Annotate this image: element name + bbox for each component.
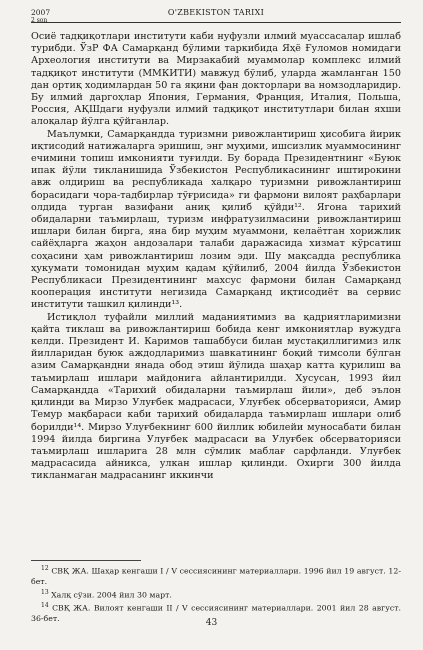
running-header <box>31 8 401 22</box>
header-year: 2007 <box>31 8 51 17</box>
footnote-text: СВҚ ЖА. Шаҳар кенгаши I / V сессиясининг материаллари. 1996 йил 19 август. 12-бет. <box>31 566 401 587</box>
body-text <box>31 31 401 483</box>
paragraph: Истиқлол туфайли миллий маданиятимиз ва қадриятларимизни қайта тиклаш ва ривожлантириш бобида кенг имкониятлар вужудга келди. Президент И. Каримов ташаббуси билан мустақиллигимиз илк йилларидан буюк аждодларимиз шавкатининг боқий тимсоли бўлган азим Самарқандни янада обод этиш йўлида шаҳар катта қурилиш ва таъмирлаш ишлари майдонига айлантирилди. Хусусан, 1993 йил Самарқандда «Тарихий обидаларни таъмирлаш йили», деб эълон қилинди ва Мирзо Улуғбек мадрасаси, Улуғбек обсерваторияси, Амир Темур мақбараси каби тарихий обидаларда таъмирлаш ишлари олиб борилди¹⁴. Мирзо Улуғбекнинг 600 йиллик юбилейи муносабати билан 1994 йилда биргина Улуғбек мадрасаси ва Улуғбек обсерваторияси таъмирлаш ишларига 28 млн сўмлик маблағ сарфланди. Улуғбек мадрасасида айникса, улкан ишлар қилинди. Охирги 300 йилда тикланмаган мадрасанинг иккинчи <box>31 311 401 482</box>
footnote-number: 13 <box>41 588 49 596</box>
footnote-text: СВҚ ЖА. Вилоят кенгаши II / V сессиясининг материаллари. 2001 йил 28 август. 36-бет. <box>31 603 401 623</box>
footnotes <box>31 564 401 624</box>
header-journal-title: O'ZBEKISTON TARIXI <box>167 8 265 17</box>
footnote <box>31 564 401 588</box>
page-number: 43 <box>205 618 218 628</box>
footnote-number: 14 <box>41 601 49 609</box>
header-issue: 2 son <box>31 17 48 24</box>
header-rule <box>31 22 401 23</box>
paragraph: Осиё тадқиқотлари институти каби нуфузли илмий муассасалар ишлаб турибди. ЎзР ФА Самарқанд бўлими таркибида Яҳё Ғуломов номидаги Археология институти ва Мирзакабий муаммолар комплекс илмий тадқиқот институти (ММКИТИ) мавжуд бўлиб, уларда жамланган 150 дан ортиқ ходимлардан 50 га яқини фан докторлари ва номзодларидир. Бу илмий даргоҳлар Япония, Германия, Франция, Италия, Польша, Россия, АҚШдаги нуфузли илмий тадқиқот институтлари билан яхши алоқалар йўлга қўйганлар. <box>31 31 401 128</box>
footnote-rule <box>31 560 141 561</box>
footnote <box>31 588 401 601</box>
footnote-text: Халқ сўзи. 2004 йил 30 март. <box>51 590 172 600</box>
paragraph: Маълумки, Самарқандда туризмни ривожлантириш ҳисобига йирик иқтисодий натижаларга эришиш, энг муҳими, ишсизлик муаммосининг ечимини топиш имконияти туғилди. Бу борада Президентнинг «Буюк ипак йўли тикланишида Ўзбекистон Республикасининг иштирокини авж олдириш ва республикада халқаро туризмни ривожлантириш борасидаги чора-тадбирлар тўғрисида» ги фармони вилоят раҳбарлари олдида турган вазифани аниқ қилиб қўйди¹². Ягона тарихий обидаларни таъмирлаш, туризм инфратузилмасини ривожлантириш ишлари билан бирга, яна бир муҳим муаммони, келаётган хорижлик сайёҳларга жаҳон андозалари талаби даражасида хизмат кўрсатиш соҳасини ҳам ривожлантириш лозим эди. Шу мақсадда республика ҳукумати томонидан муҳим қадам қўйилиб, 2004 йилда Ўзбекистон Республикаси Президентининг махсус фармони билан Самарқанд кооперация институти негизида Самарқанд иқтисодиёт ва сервис институти ташкил қилинди¹³. <box>31 128 401 311</box>
footnote-number: 12 <box>41 565 49 572</box>
